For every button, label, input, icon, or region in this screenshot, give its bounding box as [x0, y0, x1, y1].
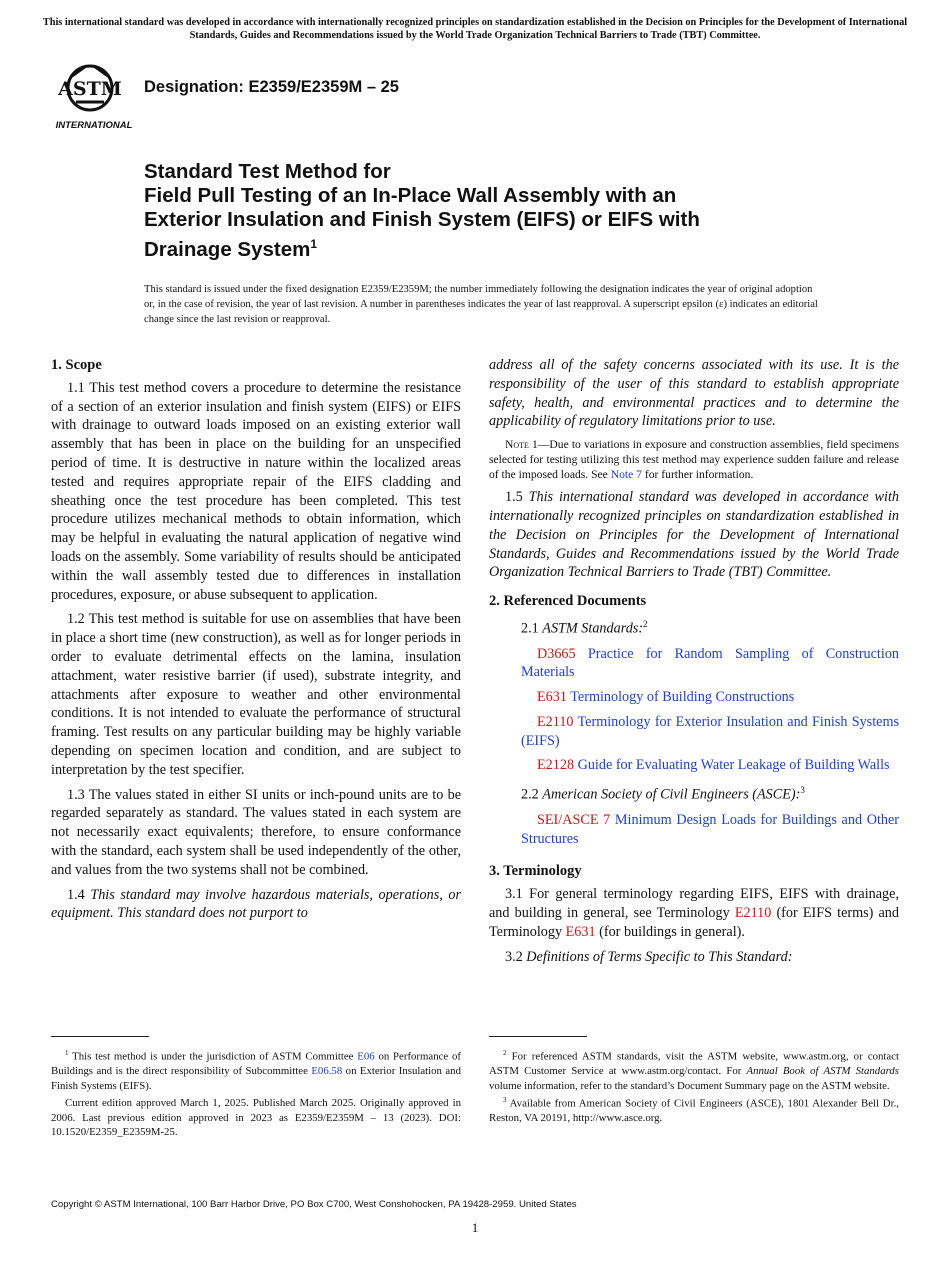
- footnote-2: $^2$ For referenced ASTM standards, visit the ASTM website, www.astm.org, or contact ASTM Customer Service at www.astm.org/contact. For Annual Book of ASTM Standards volume information, refer to the standard’s Document Summary page on the ASTM website.: [489, 1049, 899, 1092]
- paragraph-3-1: 3.1 For general terminology regarding EIFS, EIFS with drainage, and building in general, see Terminology E2110 (for EIFS terms) and Terminology E631 (for buildings in general).: [489, 886, 899, 940]
- logo-international-text: INTERNATIONAL: [55, 120, 133, 131]
- reference-item[interactable]: E631 Terminology of Building Constructions: [537, 689, 795, 706]
- footnote-1: $^1$ This test method is under the jurisdiction of ASTM Committee E06 on Performance of Buildings and is the direct responsibility of Subcommittee E06.58 on Exterior Insulation and Finish Systems (EIFS).: [51, 1049, 461, 1092]
- paragraph-1-3: 1.3 The values stated in either SI units or inch-pound units are to be regarded separately as standard. The values stated in each system are not necessarily exact equivalents; therefore, to ensure conformance with the standard, each system shall be used independently of the other, and values from the two systems shall not be combined.: [51, 786, 461, 878]
- e631-link[interactable]: E631: [565, 923, 596, 940]
- section-heading-scope: 1. Scope: [51, 357, 102, 373]
- paragraph-2-1: 2.1 ASTM Standards:$^2$: [521, 618, 648, 637]
- astm-logo-icon: [52, 58, 136, 132]
- footnote-divider-left: [51, 1036, 149, 1037]
- paragraph-2-2: 2.2 American Society of Civil Engineers (ASCE):$^3$: [521, 785, 805, 804]
- reference-item-asce[interactable]: SEI/ASCE 7 Minimum Design Loads for Buildings and Other Structures: [521, 811, 900, 847]
- paragraph-3-2: 3.2 Definitions of Terms Specific to This Standard:: [505, 948, 793, 965]
- title-line-4: Drainage System$^1$: [144, 237, 318, 261]
- reference-item[interactable]: D3665 Practice for Random Sampling of Construction Materials: [521, 645, 900, 681]
- paragraph-1-1: 1.1 This test method covers a procedure to determine the resistance of a section of an exterior insulation and finish system (EIFS) or EIFS with drainage to outward loads imposed on an existing exterior wall assembly that has been in place on the building for an unspecified period of time. It is destructive in nature within the localized areas tested and requires appropriate repair of the EIFS cladding and sheathing once the test procedure has been completed. This test procedure utilizes mechanical methods to obtain information, which may be helpful in evaluating the natural application of negative wind loads on the assembly. Some variability of results should be anticipated within the wall assembly tested due to differences in installation procedures, exposure, or abuse subsequent to application.: [51, 379, 461, 603]
- designation: Designation: E2359/E2359M – 25: [144, 78, 399, 96]
- paragraph-1-4: 1.4 This standard may involve hazardous materials, operations, or equipment. This standard does not purport to: [51, 886, 461, 922]
- paragraph-1-5: 1.5 This international standard was developed in accordance with internationally recognized principles on standardization established in the Decision on Principles for the Development of International Standards, Guides and Recommendations issued by the World Trade Organization Technical Barriers to Trade (TBT) Committee.: [489, 489, 899, 581]
- issue-note: This standard is issued under the fixed designation E2359/E2359M; the number immediately following the designation indicates the year of original adoption or, in the case of revision, the year of last revision. A number in parentheses indicates the year of last reapproval. A superscript epsilon (ε) indicates an editorial change since the last revision or reapproval.: [144, 284, 818, 325]
- page-number: 1: [471, 1220, 479, 1235]
- paragraph-1-2: 1.2 This test method is suitable for use on assemblies that have been in place a short time (new construction), as well as for longer periods in order to evaluate detrimental effects on the lamina, insulation attachment, water resistive barrier (if used), substrate integrity, and attachments after exposure to weather and other environmental conditions. It is not intended to evaluate the performance of structural framing. Test results on any particular building may be highly variable depending on specimen location and condition, and are subject to interpretation by the test specifier.: [51, 611, 461, 778]
- title-line-1: Standard Test Method for: [144, 160, 391, 183]
- paragraph-1-4-continued: address all of the safety concerns associated with its use. It is the responsibility of the user of this standard to establish appropriate safety, health, and environmental practices and to determine the applicability of regulatory limitations prior to use.: [489, 357, 899, 430]
- title-line-2: Field Pull Testing of an In-Place Wall Assembly with an: [144, 184, 677, 207]
- e06-link[interactable]: E06: [357, 1050, 375, 1063]
- left-column: [51, 356, 461, 929]
- footnotes-left: [51, 1046, 461, 1140]
- note-7-link[interactable]: Note 7: [610, 468, 642, 482]
- astm-logo: [52, 58, 136, 132]
- title-footnote-mark: 1: [310, 237, 318, 251]
- reference-item[interactable]: E2110 Terminology for Exterior Insulation and Finish Systems (EIFS): [521, 713, 900, 749]
- e2110-link[interactable]: E2110: [734, 905, 772, 921]
- e06-58-link[interactable]: E06.58: [311, 1065, 343, 1078]
- reference-item[interactable]: E2128 Guide for Evaluating Water Leakage of Building Walls: [537, 757, 890, 774]
- note-1: Note 1—Due to variations in exposure and construction assemblies, field specimens selected for testing utilizing this test method may experience sudden failure and release of the imposed loads. See Note 7 for further information.: [489, 438, 899, 482]
- document-title: [144, 160, 844, 262]
- footnote-divider-right: [489, 1036, 587, 1037]
- copyright: Copyright © ASTM International, 100 Barr Harbor Drive, PO Box C700, West Conshohocken, PA 19428-2959. United States: [51, 1199, 577, 1210]
- title-line-3: Exterior Insulation and Finish System (EIFS) or EIFS with: [144, 208, 700, 231]
- right-column: [489, 356, 899, 972]
- footnote-3: $^3$ Available from American Society of Civil Engineers (ASCE), 1801 Alexander Bell Dr., Reston, VA 20191, http://www.asce.org.: [489, 1096, 899, 1125]
- footnote-1-edition: Current edition approved March 1, 2025. Published March 2025. Originally approved in 2006. Last previous edition approved in 2023 as E2359/E2359M – 13 (2023). DOI: 10.1520/E2359_E2359M-25.: [51, 1097, 461, 1139]
- section-heading-terminology: 3. Terminology: [489, 863, 582, 880]
- section-heading-referenced-documents: 2. Referenced Documents: [489, 593, 647, 610]
- svg-text:ASTM: ASTM: [58, 78, 122, 100]
- header-notice: This international standard was developed in accordance with internationally recognized principles on standardization established in the Decision on Principles for the Development of International Standards, Guides and Recommendations issued by the World Trade Organization Technical Barriers to Trade (TBT) Committee.: [42, 17, 908, 41]
- footnotes-right: [489, 1046, 899, 1126]
